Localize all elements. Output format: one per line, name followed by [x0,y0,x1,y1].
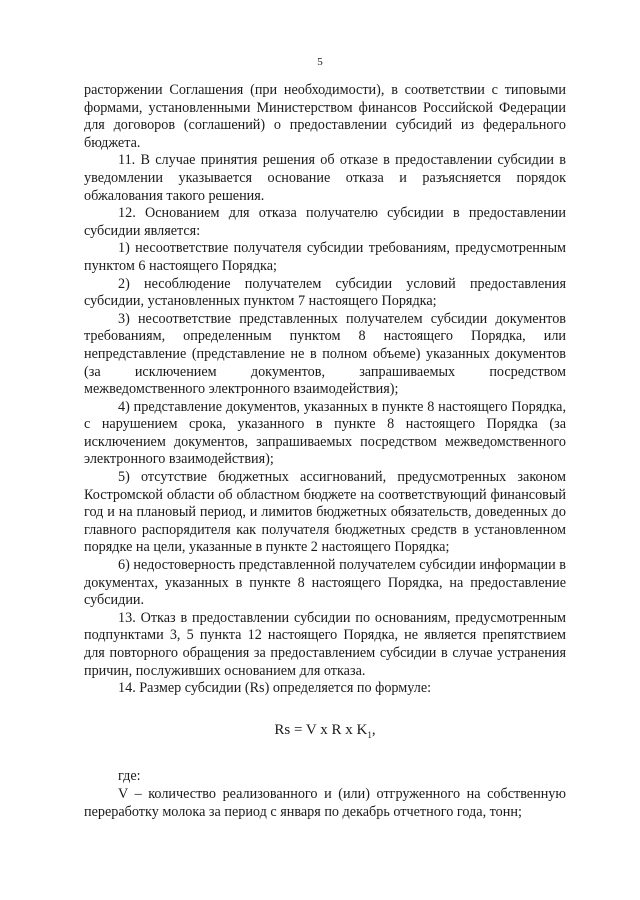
list-item-5: 5) отсутствие бюджетных ассигнований, предусмотренных законом Костромской области об областном бюджете на соответствующий финансовый год и на плановый период, и лимитов бюджетных обязательств, доведенных до главного распорядителя как получателя бюджетных средств в установленном порядке на цели, указанные в пункте 2 настоящего Порядка; [84,469,566,556]
formula-text: Rs = V x R x K [274,721,368,738]
document-body [84,82,566,821]
paragraph-14: 14. Размер субсидии (Rs) определяется по формуле: [118,680,432,697]
paragraph-12: 12. Основанием для отказа получателю субсидии в предоставлении субсидии является: [84,205,566,239]
paragraph-13: 13. Отказ в предоставлении субсидии по основаниям, предусмотренным подпунктами 3, 5 пункта 12 настоящего Порядка, не является препятствием для повторного обращения за предоставлением субсидии в случае устранения причин, послуживших основанием для отказа. [84,609,566,679]
list-item-4: 4) представление документов, указанных в пункте 8 настоящего Порядка, с нарушением срока, указанного в пункте 8 настоящего Порядка (за исключением документов, запрашиваемых посредством межведомственного электронного взаимодействия); [84,398,566,468]
paragraph-continuation: расторжении Соглашения (при необходимости), в соответствии с типовыми формами, установленными Министерством финансов Российской Федерации для договоров (соглашений) о предоставлении субсидий из федерального бюджета. [84,82,566,151]
list-item-6: 6) недостоверность представленной получателем субсидии информации в документах, указанных в пункте 8 настоящего Порядка, на предоставление субсидии. [84,557,566,609]
formula-tail: , [371,721,376,738]
paragraph-11: 11. В случае принятия решения об отказе в предоставлении субсидии в уведомлении указывается основание отказа и разъясняется порядок обжалования такого решения. [84,152,566,204]
list-item-3: 3) несоответствие представленных получателем субсидии документов требованиям, определенным пунктом 8 настоящего Порядка, или непредставление (представление не в полном объеме) указанных документов (за исключением документов, запрашиваемых посредством межведомственного электронного взаимодействия); [84,310,566,398]
formula-subscript: 1 [367,729,372,740]
list-item-1: 1) несоответствие получателя субсидии требованиям, предусмотренным пунктом 6 настоящего Порядка; [84,240,566,274]
definition-v: V – количество реализованного и (или) отгруженного на собственную переработку молока за период с января по декабрь отчетного года, тонн; [84,785,566,820]
page-number: 5 [317,56,323,68]
subsidy-formula [84,722,566,745]
where-label: где: [118,768,141,785]
list-item-2: 2) несоблюдение получателем субсидии условий предоставления субсидии, установленных пунктом 7 настоящего Порядка; [84,275,566,310]
